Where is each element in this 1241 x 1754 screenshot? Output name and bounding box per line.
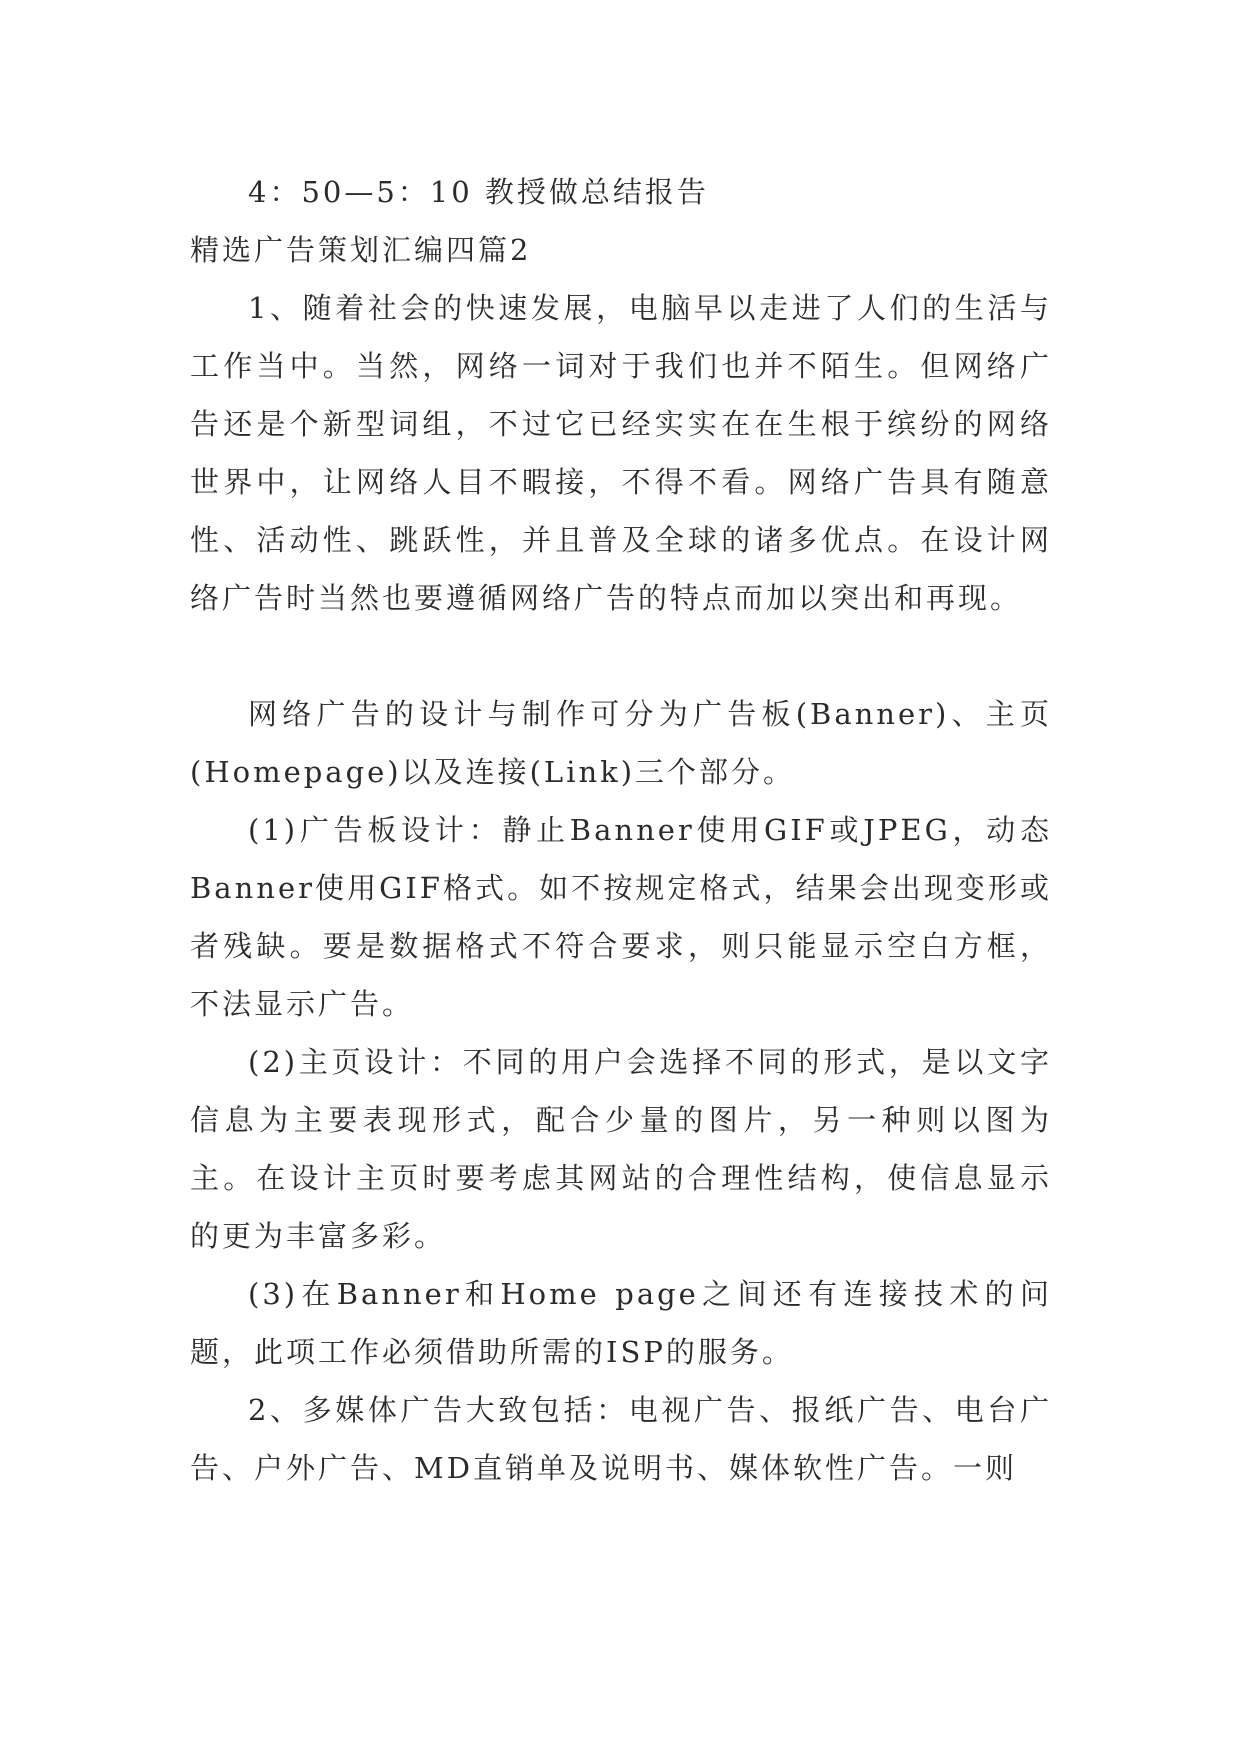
- document-body: [190, 163, 1052, 1497]
- paragraph: 2、多媒体广告大致包括：电视广告、报纸广告、电台广告、户外广告、MD直销单及说明书、媒体软性广告。一则: [190, 1393, 1052, 1485]
- paragraph: (1)广告板设计：静止Banner使用GIF或JPEG，动态Banner使用GIF格式。如不按规定格式，结果会出现变形或者残缺。要是数据格式不符合要求，则只能显示空白方框，不法显示广告。: [190, 813, 1052, 1021]
- schedule-line: 4：50—5：10 教授做总结报告: [248, 175, 709, 209]
- section-heading: 精选广告策划汇编四篇2: [190, 233, 532, 267]
- paragraph: 1、随着社会的快速发展，电脑早以走进了人们的生活与工作当中。当然，网络一词对于我们也并不陌生。但网络广告还是个新型词组，不过它已经实实在在生根于缤纷的网络世界中，让网络人目不暇接，不得不看。网络广告具有随意性、活动性、跳跃性，并且普及全球的诸多优点。在设计网络广告时当然也要遵循网络广告的特点而加以突出和再现。: [190, 291, 1052, 615]
- paragraph: 网络广告的设计与制作可分为广告板(Banner)、主页(Homepage)以及连接(Link)三个部分。: [190, 697, 1052, 789]
- paragraph: (3)在Banner和Home page之间还有连接技术的问题，此项工作必须借助所需的ISP的服务。: [190, 1277, 1052, 1369]
- paragraph: (2)主页设计：不同的用户会选择不同的形式，是以文字信息为主要表现形式，配合少量的图片，另一种则以图为主。在设计主页时要考虑其网站的合理性结构，使信息显示的更为丰富多彩。: [190, 1045, 1052, 1253]
